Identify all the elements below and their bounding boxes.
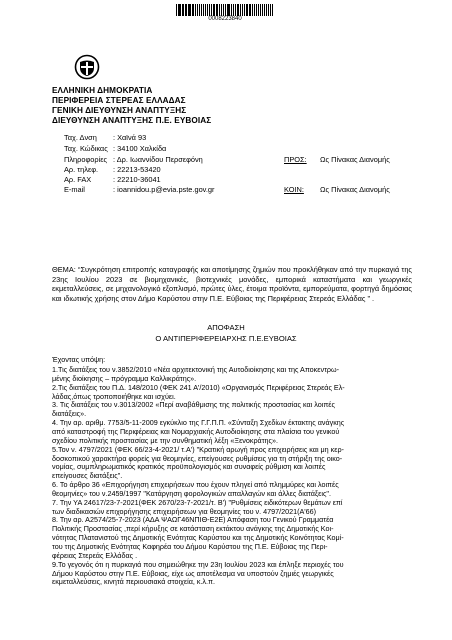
cc-label: ΚΟΙΝ: — [284, 185, 304, 194]
body-line: από καταστροφή της Περιφέρειας και Νομαρχιακής Αυτοδιοίκησης στα πλαίσια του γενικού — [52, 427, 340, 436]
body-line: 2.Τις διατάξεις του Π.Δ. 148/2010 (ΦΕΚ 241 Α'/2010) «Οργανισμός Περιφέρειας Στερεάς Ελ- — [52, 383, 345, 392]
barcode-bar — [227, 4, 228, 16]
to-label: ΠΡΟΣ: — [284, 155, 307, 164]
barcode-bar — [252, 4, 253, 16]
barcode-bar — [205, 4, 206, 16]
body-line: Πολιτικής Προστασίας ,περί κήρυξης σε κατάσταση εκτάκτου ανάγκης της Δημοτικής Κοι- — [52, 525, 334, 534]
barcode-bar — [223, 4, 224, 16]
barcode-bar — [189, 4, 190, 16]
body-line: 8. Την αρ. Α2574/25-7-2023 (ΑΔΑ ΨΑΩΓ46ΝΠΙΘ-Ε2Ε) Απόφαση του Γενικού Γραμματέα — [52, 516, 334, 525]
postcode-value: : 34100 Χαλκίδα — [113, 144, 167, 153]
body-line: επείγουσες διατάξεις". — [52, 472, 123, 481]
barcode-bar — [262, 4, 264, 16]
body-line: 5.Τον ν. 4797/2021 (ΦΕΚ 66/23-4-2021/ τ.Α') "Κρατική αρωγή προς επιχειρήσεις και μη κερ- — [52, 445, 344, 454]
barcode-bar — [216, 4, 217, 16]
barcode-bar — [235, 4, 236, 16]
barcode-bar — [178, 4, 179, 16]
body-line: νομίας, συμπληρωματικός κρατικός προϋπολογισμός και συναφείς ρύθμιση και λοιπές — [52, 463, 326, 472]
considering-label: Έχοντας υπόψη: — [52, 356, 106, 364]
phone-label: Αρ. τηλεφ. — [64, 165, 99, 174]
body-line: νότητας Πλατανιστού της Δημοτικής Ενότητας Καρύστου και της Δημοτικής Κοινότητας Κομί- — [52, 534, 344, 543]
barcode-bar — [211, 4, 212, 16]
body-line: 7. Την ΥΑ 24617/23-7-2021(ΦΕΚ 2670/23-7-2021/τ. Β') "Ρυθμίσεις ειδικότερων θεμάτων επί — [52, 498, 343, 507]
header-line-1: ΕΛΛΗΝΙΚΗ ΔΗΜΟΚΡΑΤΙΑ — [52, 86, 153, 95]
barcode-bar — [237, 4, 238, 16]
barcode-bar — [213, 4, 215, 16]
barcode-bar — [268, 4, 269, 16]
decision-title: ΑΠΟΦΑΣΗ — [207, 323, 245, 332]
barcode-bar — [242, 4, 243, 16]
to-value: Ως Πίνακας Διανομής — [320, 155, 390, 164]
fax-value: : 22210-36041 — [113, 175, 161, 184]
barcode-bar — [244, 4, 245, 16]
greek-emblem-icon — [74, 54, 100, 80]
barcode-bar — [192, 4, 193, 16]
postcode-label: Ταχ. Κώδικας — [64, 144, 108, 153]
barcode — [176, 4, 274, 16]
email-label: E-mail — [64, 185, 85, 194]
body-line: 3. Τις διατάξεις του ν.3013/2002 «Περί αναβάθμισης της πολιτικής προστασίας και λοιπές — [52, 401, 335, 410]
barcode-bar — [197, 4, 198, 16]
barcode-bar — [249, 4, 250, 16]
body-line: λάδας,όπως τροποποιήθηκε και ισχύει. — [52, 392, 176, 401]
body-line: εκμεταλλεύσεις, κινητά περιουσιακά στοιχεία, κ.λ.π. — [52, 578, 215, 587]
body-line: 1.Τις διατάξεις του ν.3852/2010 «Νέα αρχιτεκτονική της Αυτοδιοίκησης και της Αποκεντρω- — [52, 366, 339, 374]
barcode-bar — [207, 4, 208, 16]
header-line-4: ΔΙΕΥΘΥΝΣΗ ΑΝΑΠΤΥΞΗΣ Π.Ε. ΕΥΒΟΙΑΣ — [52, 116, 212, 125]
barcode-bar — [203, 4, 205, 16]
barcode-bar — [256, 4, 257, 16]
body-line: σχεδίου πολιτικής προστασίας με την συνθηματική λέξη «Ξενοκράτης». — [52, 436, 279, 445]
barcode-bar — [209, 4, 210, 16]
barcode-bar — [260, 4, 261, 16]
barcode-bar — [272, 4, 273, 16]
barcode-bar — [176, 4, 177, 16]
barcode-bar — [254, 4, 255, 16]
barcode-bar — [188, 4, 189, 16]
body-line: μένης διοίκησης – πρόγραμμα Καλλικράτης». — [52, 374, 197, 383]
barcode-bar — [231, 4, 232, 16]
email-value[interactable]: : ioannidou.p@evia.pste.gov.gr — [113, 185, 215, 194]
barcode-bar — [182, 4, 183, 16]
body-line: του της Δημοτικής Ενότητας Καφηρέα του Δήμου Καρύστου της Π.Ε. Εύβοιας της Περι- — [52, 543, 328, 551]
barcode-bar — [228, 4, 230, 16]
subject-paragraph: ΘΕΜΑ: “Συγκρότηση επιτροπής καταγραφής και αποτίμησης ζημιών που προκλήθηκαν από την πυρκαγιά της 23ης Ιουλίου 2023 σε βιομηχανικές, βιοτεχνικές μονάδες, εμπορικά καταστήματα και γεωργικές εκμεταλλεύσεις, σε μηχανολογικό εξοπλισμό, πρώτες ύλες, έτοιμα προϊόντα, εμπορεύματα, φορτηγά δημόσιας και ιδιωτικής χρήσης στον Δήμο Καρύστου στην Π.Ε. Εύβοιας της Περιφέρειας Στερεάς Ελλάδας ” . — [52, 265, 412, 303]
address-value: : Χαϊνά 93 — [113, 133, 147, 142]
barcode-number: 0008223840 — [208, 16, 242, 22]
barcode-bar — [264, 4, 265, 16]
barcode-bar — [199, 4, 200, 16]
body-line: φέρειας Στερεάς Ελλάδας . — [52, 551, 138, 560]
body-line: δοσκοπικού χαρακτήρα φορείς για θεομηνίες, επείγουσες ρυθμίσεις για τη στήριξη της οικο- — [52, 454, 343, 463]
decision-subtitle: Ο ΑΝΤΙΠΕΡΙΦΕΡΕΙΑΡΧΗΣ Π.Ε.ΕΥΒΟΙΑΣ — [155, 334, 297, 343]
info-value: : Δρ. Ιωαννίδου Περσεφόνη — [113, 155, 203, 164]
barcode-bar — [233, 4, 234, 16]
info-label: Πληροφορίες — [64, 155, 108, 164]
barcode-bar — [225, 4, 226, 16]
fax-label: Αρ. FAX — [64, 175, 92, 184]
barcode-bar — [193, 4, 194, 16]
body-line: 4. Την αρ. αριθμ. 7753/5-11-2009 εγκύκλιο της Γ.Γ.Π.Π. «Σύνταξη Σχεδίων έκτακτης ανάγκης — [52, 419, 345, 428]
barcode-bar — [219, 4, 220, 16]
barcode-bar — [266, 4, 267, 16]
barcode-bar — [201, 4, 202, 16]
body-line: 6. Το άρθρο 36 «Επιχορήγηση επιχειρήσεων που έχουν πληγεί από πλημμύρες και λοιπές — [52, 481, 339, 490]
barcode-bar — [270, 4, 271, 16]
phone-value: : 22213-53420 — [113, 165, 161, 174]
barcode-bar — [221, 4, 222, 16]
address-label: Ταχ. Δνση — [64, 133, 97, 142]
barcode-bar — [238, 4, 239, 16]
body-line: διατάξεις». — [52, 410, 87, 419]
header-line-3: ΓΕΝΙΚΗ ΔΙΕΥΘΥΝΣΗ ΑΝΑΠΤΥΞΗΣ — [52, 106, 187, 115]
barcode-bar — [246, 4, 248, 16]
header-line-2: ΠΕΡΙΦΕΡΕΙΑ ΣΤΕΡΕΑΣ ΕΛΛΑΔΑΣ — [52, 96, 186, 105]
barcode-bar — [179, 4, 180, 16]
body-line: θεομηνίες» του ν.2459/1997 "Κατάργηση φορολογικών απαλλαγών και άλλες διατάξεις". — [52, 489, 331, 498]
cc-value: Ως Πίνακας Διανομής — [320, 185, 390, 194]
body-line: Δήμου Καρύστου στην Π.Ε. Εύβοιας, είχε ως αποτέλεσμα να υποστούν ζημιές γεωργικές — [52, 569, 334, 578]
barcode-bar — [217, 4, 218, 16]
barcode-bar — [195, 4, 196, 16]
barcode-bar — [250, 4, 251, 16]
barcode-bar — [240, 4, 241, 16]
barcode-bar — [183, 4, 184, 16]
body-line: 9.Το γεγονός ότι η πυρκαγιά που σημειώθηκε την 23η Ιουλίου 2023 και έπληξε περιοχές του — [52, 560, 344, 569]
barcode-bar — [258, 4, 259, 16]
barcode-bar — [185, 4, 187, 16]
body-line: των διαδικασιών επιχορήγησης επιχειρήσεων για θεομηνίες του ν. 4797/2021(Α'66) — [52, 507, 317, 516]
